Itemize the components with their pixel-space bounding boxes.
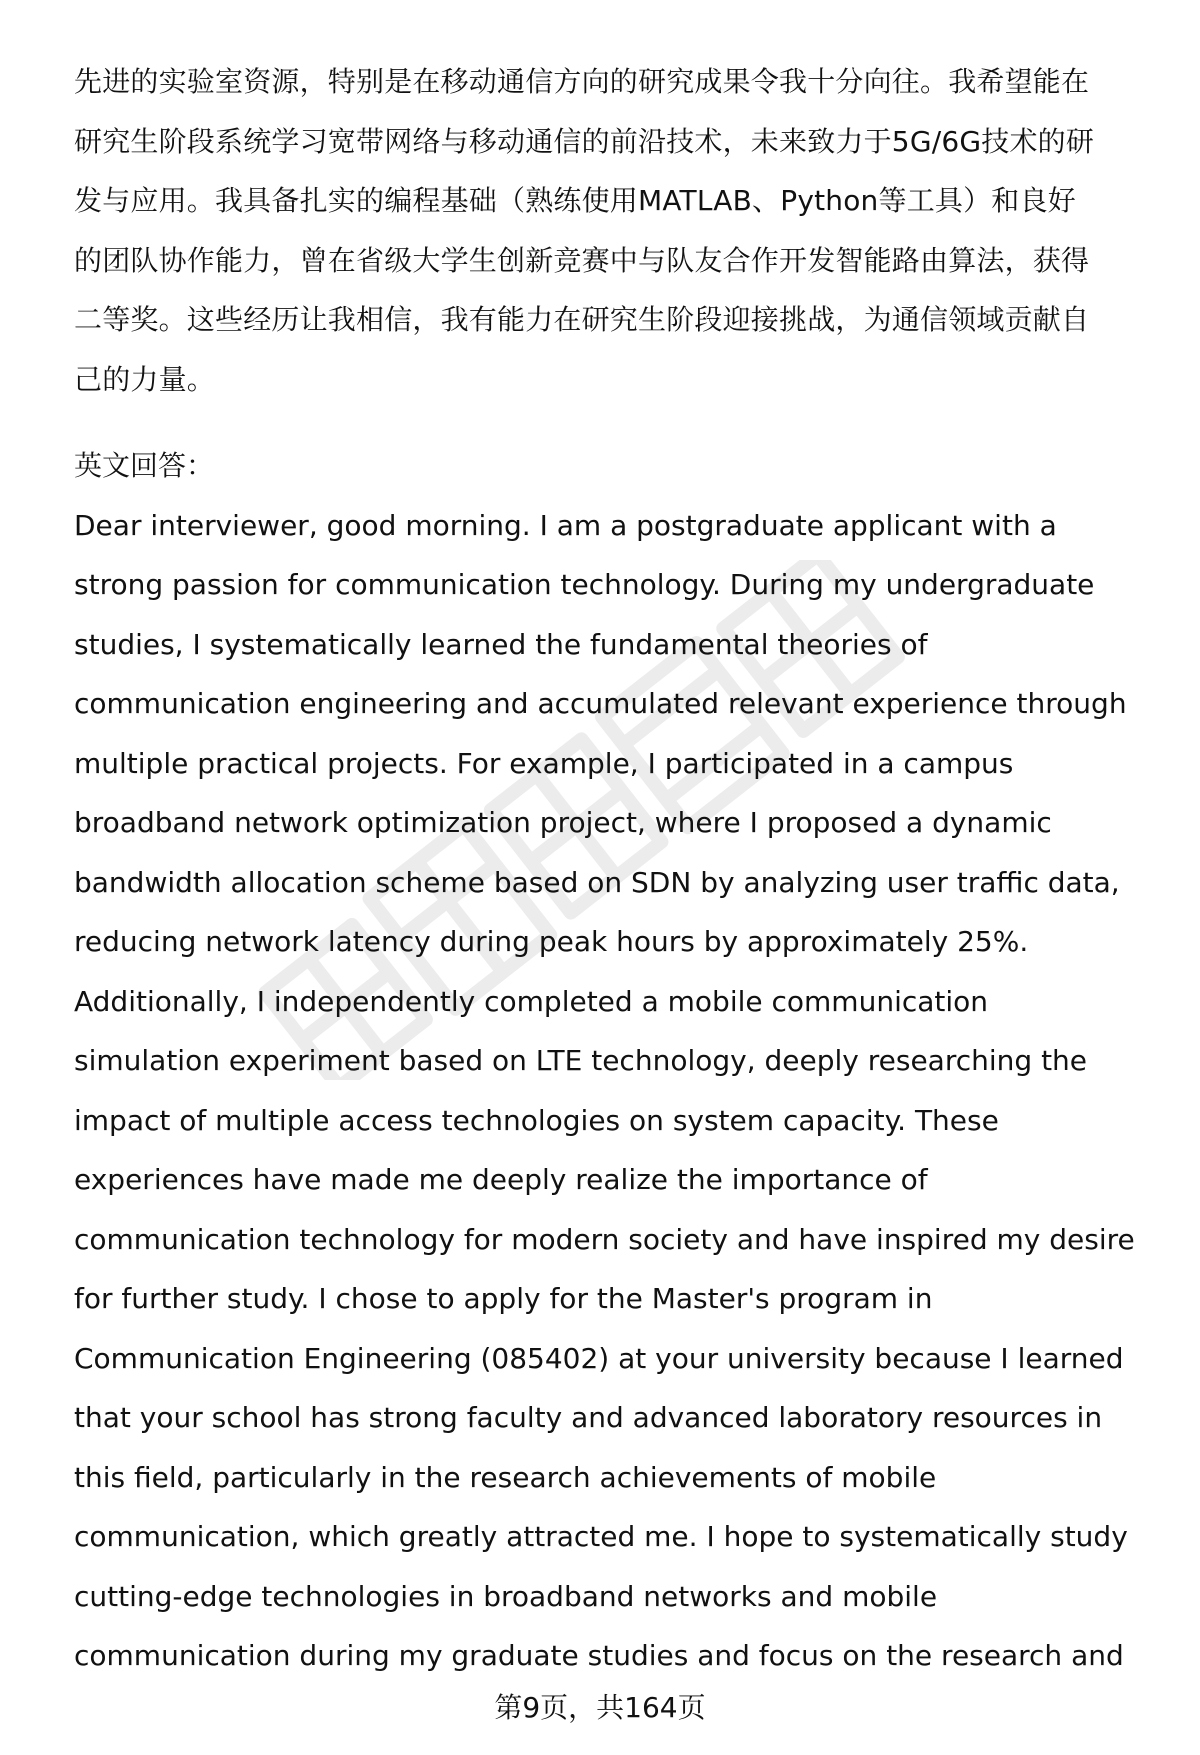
english-paragraph-line: strong passion for communication technology. During my undergraduate — [74, 568, 1095, 601]
english-paragraph-line: multiple practical projects. For example, I participated in a campus — [74, 746, 1014, 780]
english-paragraph-line: Communication Engineering (085402) at your university because I learned — [74, 1341, 1124, 1375]
english-paragraph — [74, 496, 1154, 1686]
english-paragraph-line: broadband network optimization project, where I proposed a dynamic — [74, 806, 1052, 839]
chinese-paragraph — [74, 52, 1154, 409]
paragraph-spacer — [74, 409, 1154, 436]
document-body — [74, 52, 1154, 1686]
english-paragraph-line: experiences have made me deeply realize the importance of — [74, 1163, 928, 1196]
english-paragraph-line: impact of multiple access technologies on system capacity. These — [74, 1103, 999, 1137]
english-paragraph-line: that your school has strong faculty and advanced laboratory resources in — [74, 1401, 1103, 1434]
english-paragraph-line: Additionally, I independently completed a mobile communication — [74, 984, 989, 1018]
chinese-paragraph-line: 研究生阶段系统学习宽带网络与移动通信的前沿技术，未来致力于5G/6G技术的研 — [74, 124, 1095, 158]
english-answer-heading: 英文回答： — [74, 449, 215, 482]
english-paragraph-line: reducing network latency during peak hours by approximately 25%. — [74, 925, 1029, 958]
page-number-footer: 第9页，共164页 — [494, 1691, 706, 1724]
english-paragraph-line: communication, which greatly attracted me. I hope to systematically study — [74, 1520, 1128, 1553]
chinese-paragraph-line: 二等奖。这些经历让我相信，我有能力在研究生阶段迎接挑战，为通信领域贡献自 — [74, 303, 1090, 336]
english-paragraph-line: for further study. I chose to apply for the Master's program in — [74, 1282, 933, 1315]
chinese-paragraph-line: 发与应用。我具备扎实的编程基础（熟练使用MATLAB、Python等工具）和良好 — [74, 184, 1076, 217]
chinese-paragraph-line: 己的力量。 — [74, 362, 216, 396]
english-paragraph-line: communication engineering and accumulated relevant experience through — [74, 687, 1127, 720]
english-paragraph-line: simulation experiment based on LTE technology, deeply researching the — [74, 1044, 1088, 1077]
english-paragraph-line: cutting-edge technologies in broadband networks and mobile — [74, 1579, 938, 1613]
english-paragraph-line: communication during my graduate studies and focus on the research and — [74, 1639, 1124, 1672]
english-paragraph-line: studies, I systematically learned the fundamental theories of — [74, 627, 928, 661]
chinese-paragraph-line: 先进的实验室资源，特别是在移动通信方向的研究成果令我十分向往。我希望能在 — [74, 65, 1090, 98]
english-paragraph-line: this field, particularly in the research achievements of mobile — [74, 1460, 937, 1494]
english-paragraph-line: communication technology for modern society and have inspired my desire — [74, 1222, 1135, 1256]
english-paragraph-line: bandwidth allocation scheme based on SDN by analyzing user traffic data, — [74, 865, 1120, 899]
chinese-paragraph-line: 的团队协作能力，曾在省级大学生创新竞赛中与队友合作开发智能路由算法，获得 — [74, 243, 1090, 277]
english-paragraph-line: Dear interviewer, good morning. I am a postgraduate applicant with a — [74, 508, 1057, 542]
